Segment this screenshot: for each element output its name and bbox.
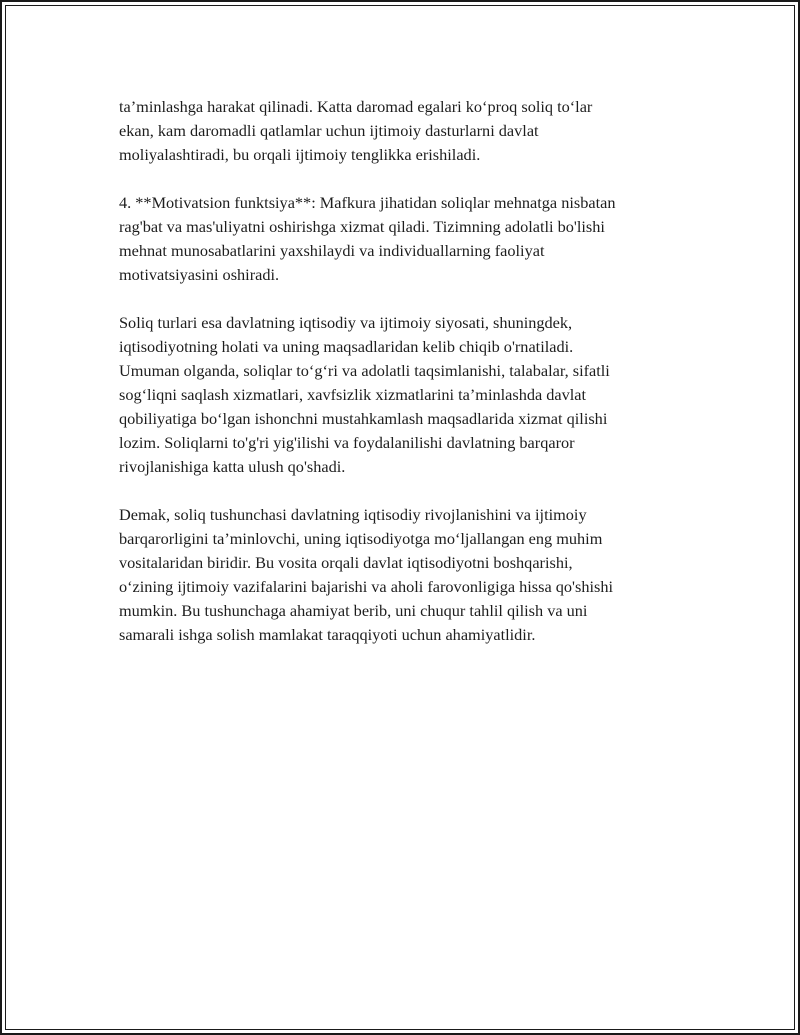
text-line: samarali ishga solish mamlakat taraqqiyoti uchun ahamiyatlidir. — [119, 625, 536, 644]
text-line: qobiliyatiga bo‘lgan ishonchni mustahkamlash maqsadlarida xizmat qilishi — [119, 409, 608, 428]
text-line: ekan, kam daromadli qatlamlar uchun ijtimoiy dasturlarni davlat — [119, 121, 539, 140]
text-line: mehnat munosabatlarini yaxshilaydi va individuallarning faoliyat — [119, 241, 545, 260]
text-line: Soliq turlari esa davlatning iqtisodiy va ijtimoiy siyosati, shuningdek, — [119, 313, 573, 332]
text-line: o‘zining ijtimoiy vazifalarini bajarishi va aholi farovonligiga hissa qo'shishi — [119, 577, 613, 596]
text-line: iqtisodiyotning holati va uning maqsadlaridan kelib chiqib o'rnatiladi. — [119, 337, 574, 356]
paragraph-tax-types — [119, 311, 699, 479]
text-line: ta’minlashga harakat qilinadi. Katta daromad egalari ko‘proq soliq to‘lar — [119, 97, 593, 116]
text-line: rag'bat va mas'uliyatni oshirishga xizmat qiladi. Tizimning adolatli bo'lishi — [119, 217, 605, 236]
text-line: barqarorligini ta’minlovchi, uning iqtisodiyotga mo‘ljallangan eng muhim — [119, 529, 603, 548]
text-line: Umuman olganda, soliqlar to‘g‘ri va adolatli taqsimlanishi, talabalar, sifatli — [119, 361, 610, 380]
text-line: rivojlanishiga katta ulush qo'shadi. — [119, 457, 346, 476]
paragraph-social-equality — [119, 95, 699, 167]
text-line: lozim. Soliqlarni to'g'ri yig'ilishi va foydalanilishi davlatning barqaror — [119, 433, 575, 452]
document-body — [119, 95, 699, 671]
text-line: sog‘liqni saqlash xizmatlari, xavfsizlik xizmatlarini ta’minlashda davlat — [119, 385, 587, 404]
text-line: Demak, soliq tushunchasi davlatning iqtisodiy rivojlanishini va ijtimoiy — [119, 505, 587, 524]
paragraph-motivational-function — [119, 191, 699, 287]
text-line: moliyalashtiradi, bu orqali ijtimoiy tenglikka erishiladi. — [119, 145, 481, 164]
text-line: vositalaridan biridir. Bu vosita orqali davlat iqtisodiyotni boshqarishi, — [119, 553, 573, 572]
text-line: mumkin. Bu tushunchaga ahamiyat berib, uni chuqur tahlil qilish va uni — [119, 601, 588, 620]
text-line: 4. **Motivatsion funktsiya**: Mafkura jihatidan soliqlar mehnatga nisbatan — [119, 193, 616, 212]
paragraph-conclusion — [119, 503, 699, 647]
text-line: motivatsiyasini oshiradi. — [119, 265, 280, 284]
